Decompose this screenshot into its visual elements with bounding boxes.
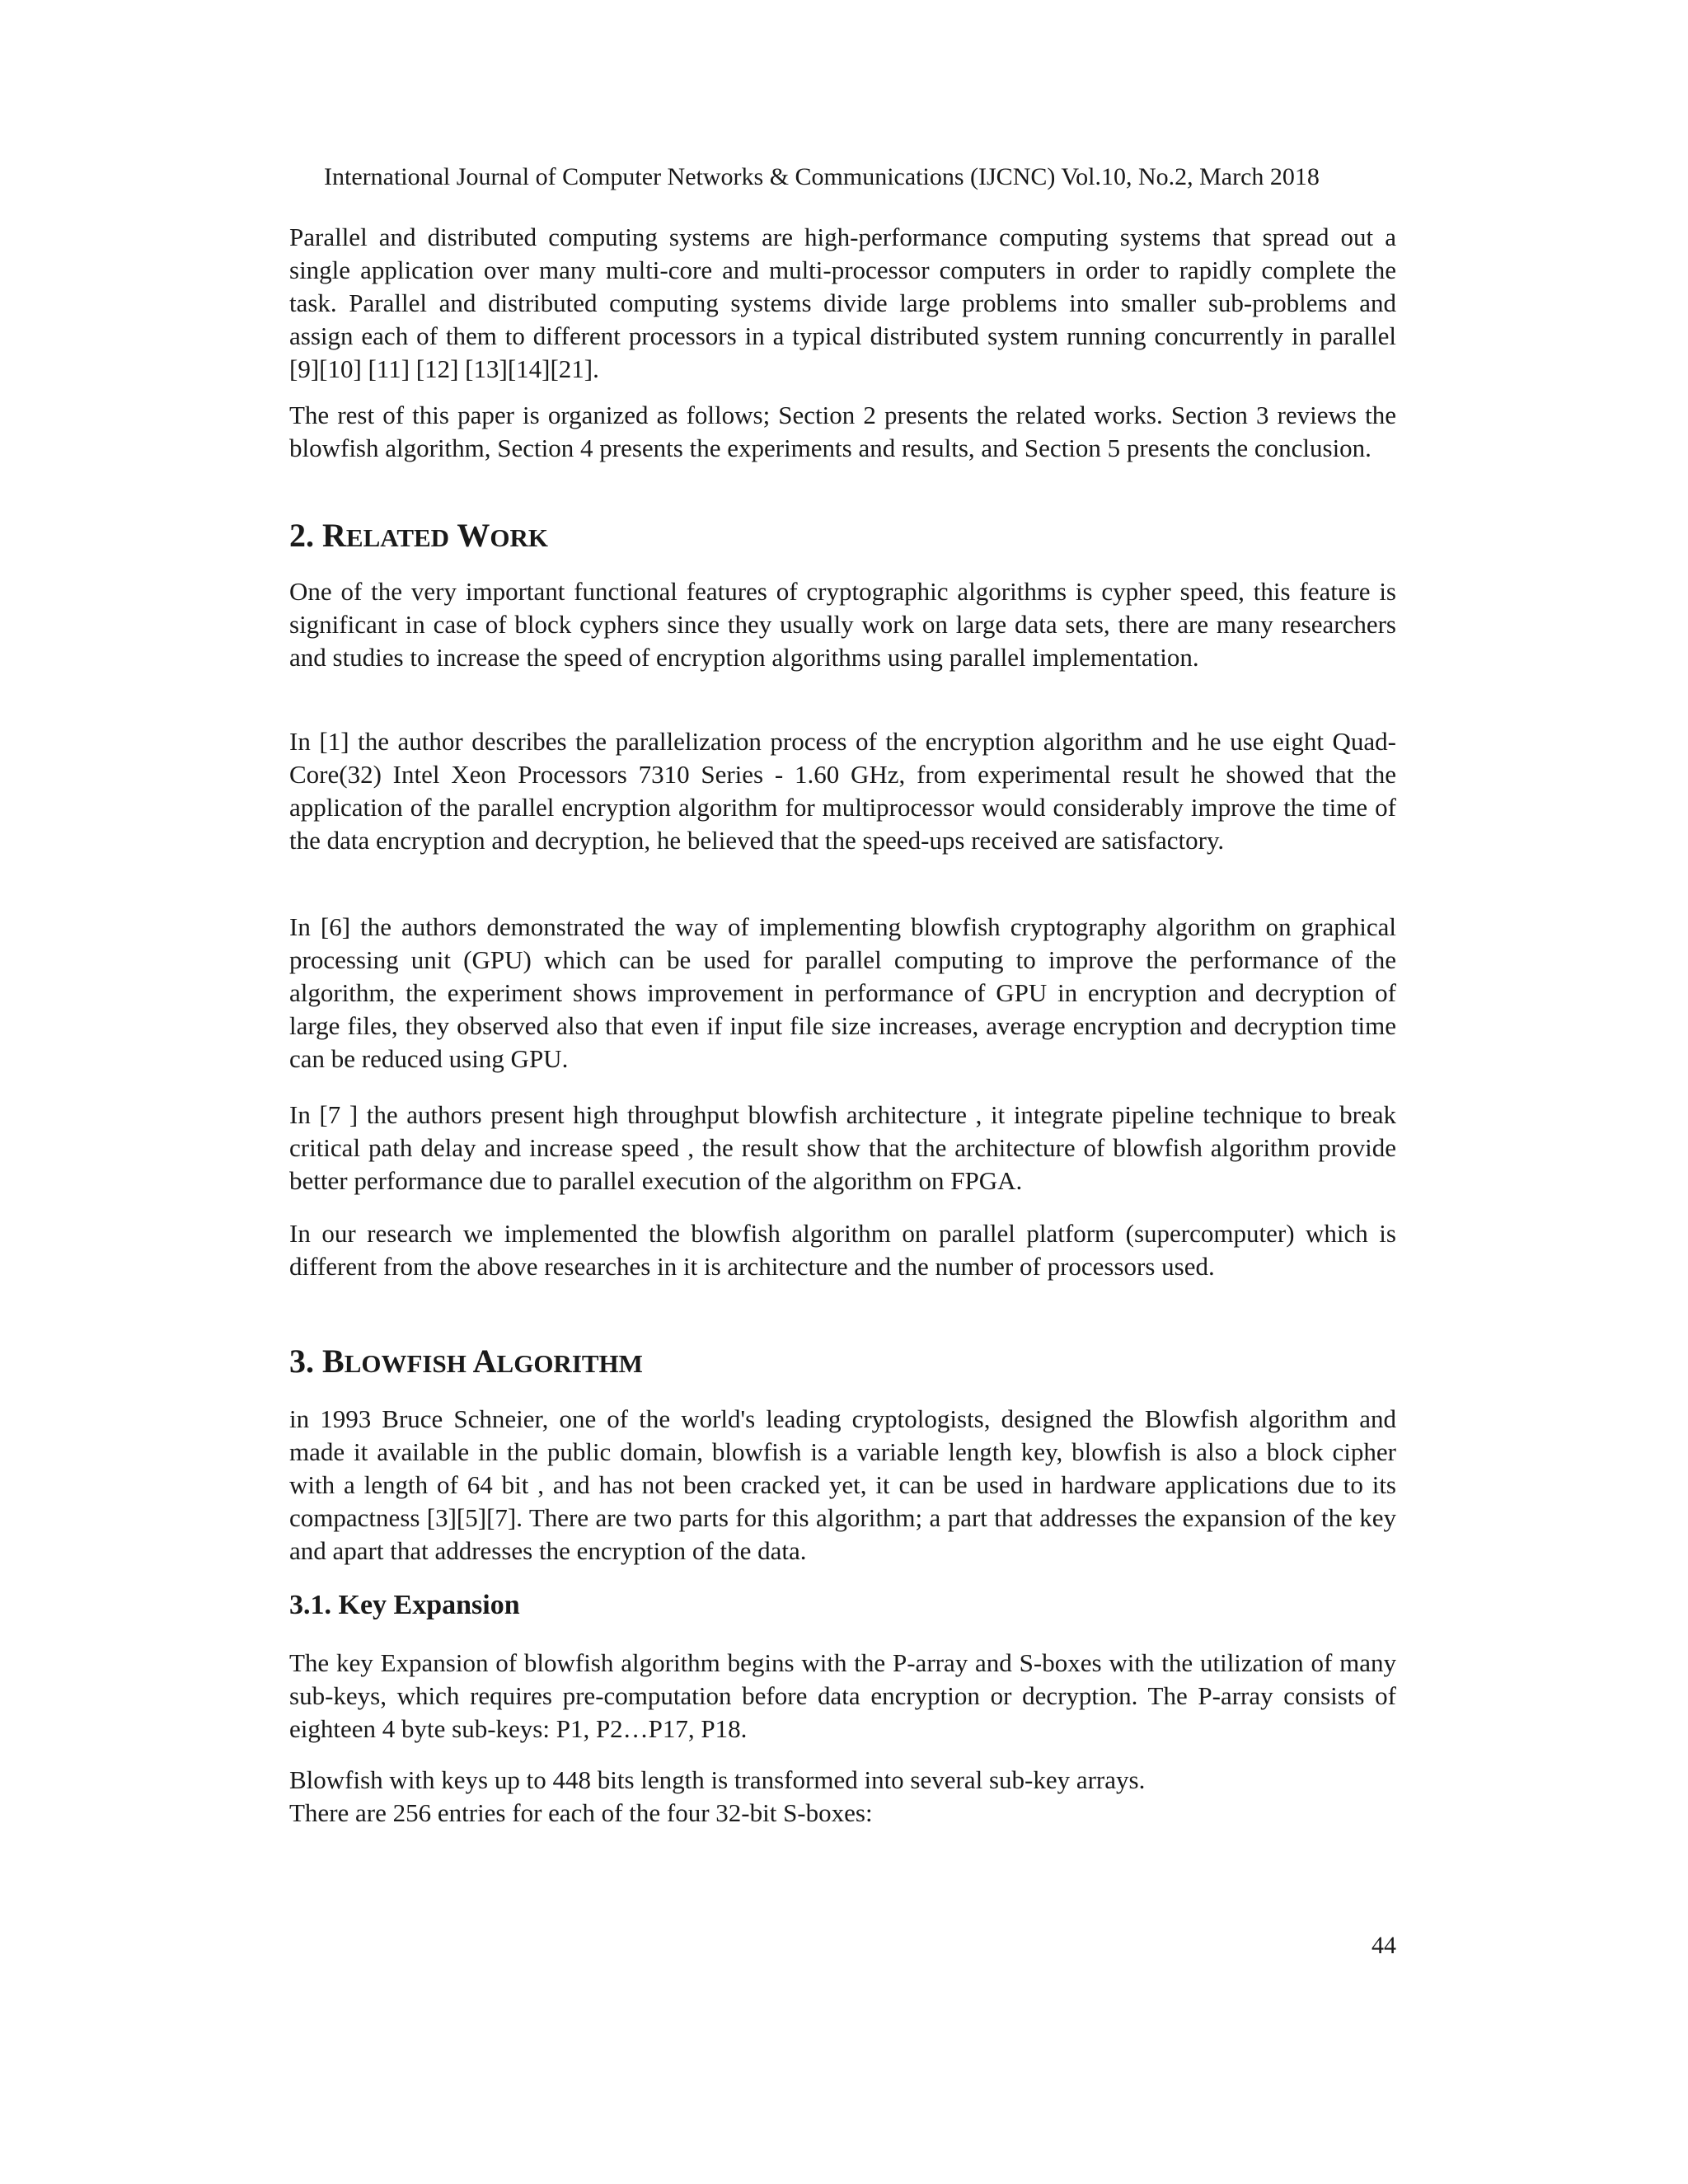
paragraph-text: The key Expansion of blowfish algorithm begins with the P-array and S-boxes with the utilization of many sub-keys, which requires pre-computation before data encryption or decryption. The P-array consists of eighteen 4 byte sub-keys: P1, P2…P17, P18.	[289, 1648, 1396, 1743]
heading-part: LOWFISH	[344, 1349, 467, 1378]
paragraph-text: In [6] the authors demonstrated the way of implementing blowfish cryptography algorithm on graphical processing unit (GPU) which can be used for parallel computing to improve the performance of the algorithm, the experiment shows improvement in performance of GPU in encryption and decryption of large files, they observed also that even if input file size increases, average encryption and decryption time can be reduced using GPU.	[289, 912, 1396, 1073]
heading-part: ORK	[490, 523, 548, 552]
heading-part: 3. B	[289, 1343, 345, 1380]
related-work-paragraph-3	[289, 911, 1396, 1076]
subsection-heading-key-expansion: 3.1. Key Expansion	[289, 1590, 520, 1620]
related-work-paragraph-1	[289, 575, 1396, 674]
paragraph-text: The rest of this paper is organized as follows; Section 2 presents the related works. Section 3 reviews the blowfish algorithm, Section 4 presents the experiments and results, and Section 5 presents the conclusion.	[289, 401, 1396, 462]
blowfish-paragraph-1	[289, 1403, 1396, 1568]
running-header: International Journal of Computer Networks & Communications (IJCNC) Vol.10, No.2, March 2018	[324, 163, 1320, 190]
key-expansion-paragraph-1	[289, 1647, 1396, 1746]
paragraph-text: In [7 ] the authors present high throughput blowfish architecture , it integrate pipeline technique to break critical path delay and increase speed , the result show that the architecture of blowfish algorithm provide better performance due to parallel execution of the algorithm on FPGA.	[289, 1100, 1396, 1195]
intro-paragraph-1	[289, 221, 1396, 386]
paragraph-text: in 1993 Bruce Schneier, one of the world's leading cryptologists, designed the Blowfish algorithm and made it available in the public domain, blowfish is a variable length key, blowfish is also a block cipher with a length of 64 bit , and has not been cracked yet, it can be used in hardware applications due to its compactness [3][5][7]. There are two parts for this algorithm; a part that addresses the expansion of the key and apart that addresses the encryption of the data.	[289, 1404, 1396, 1565]
key-expansion-paragraph-2	[289, 1764, 1396, 1830]
section-heading-related-work	[289, 518, 548, 556]
heading-part: ELATED	[345, 523, 450, 552]
related-work-paragraph-5	[289, 1217, 1396, 1283]
section-heading-blowfish-algorithm	[289, 1343, 643, 1382]
heading-part: LGORITHM	[496, 1349, 643, 1378]
heading-part: W	[449, 517, 490, 554]
related-work-paragraph-4	[289, 1099, 1396, 1197]
paragraph-text: Blowfish with keys up to 448 bits length is transformed into several sub-key arrays.	[289, 1765, 1146, 1794]
intro-paragraph-2	[289, 399, 1396, 465]
page-number: 44	[1372, 1932, 1396, 1959]
heading-part: 2. R	[289, 517, 346, 554]
paragraph-text: In [1] the author describes the parallelization process of the encryption algorithm and he use eight Quad- Core(32) Intel Xeon Processors 7310 Series - 1.60 GHz, from experimental result he showed that the application of the parallel encryption algorithm for multiprocessor would considerably improve the time of the data encryption and decryption, he believed that the speed-ups received are satisfactory.	[289, 727, 1396, 855]
heading-part: A	[466, 1343, 497, 1380]
paragraph-text: In our research we implemented the blowfish algorithm on parallel platform (supercomputer) which is different from the above researches in it is architecture and the number of processors used.	[289, 1219, 1396, 1281]
paragraph-text: One of the very important functional features of cryptographic algorithms is cypher speed, this feature is significant in case of block cyphers since they usually work on large data sets, there are many researchers and studies to increase the speed of encryption algorithms using parallel implementation.	[289, 577, 1396, 672]
paragraph-text: Parallel and distributed computing systems are high-performance computing systems that spread out a single application over many multi-core and multi-processor computers in order to rapidly complete the task. Parallel and distributed computing systems divide large problems into smaller sub-problems and assign each of them to different processors in a typical distributed system running concurrently in parallel [9][10] [11] [12] [13][14][21].	[289, 223, 1396, 383]
related-work-paragraph-2	[289, 725, 1396, 857]
paragraph-text: There are 256 entries for each of the four 32-bit S-boxes:	[289, 1798, 873, 1827]
